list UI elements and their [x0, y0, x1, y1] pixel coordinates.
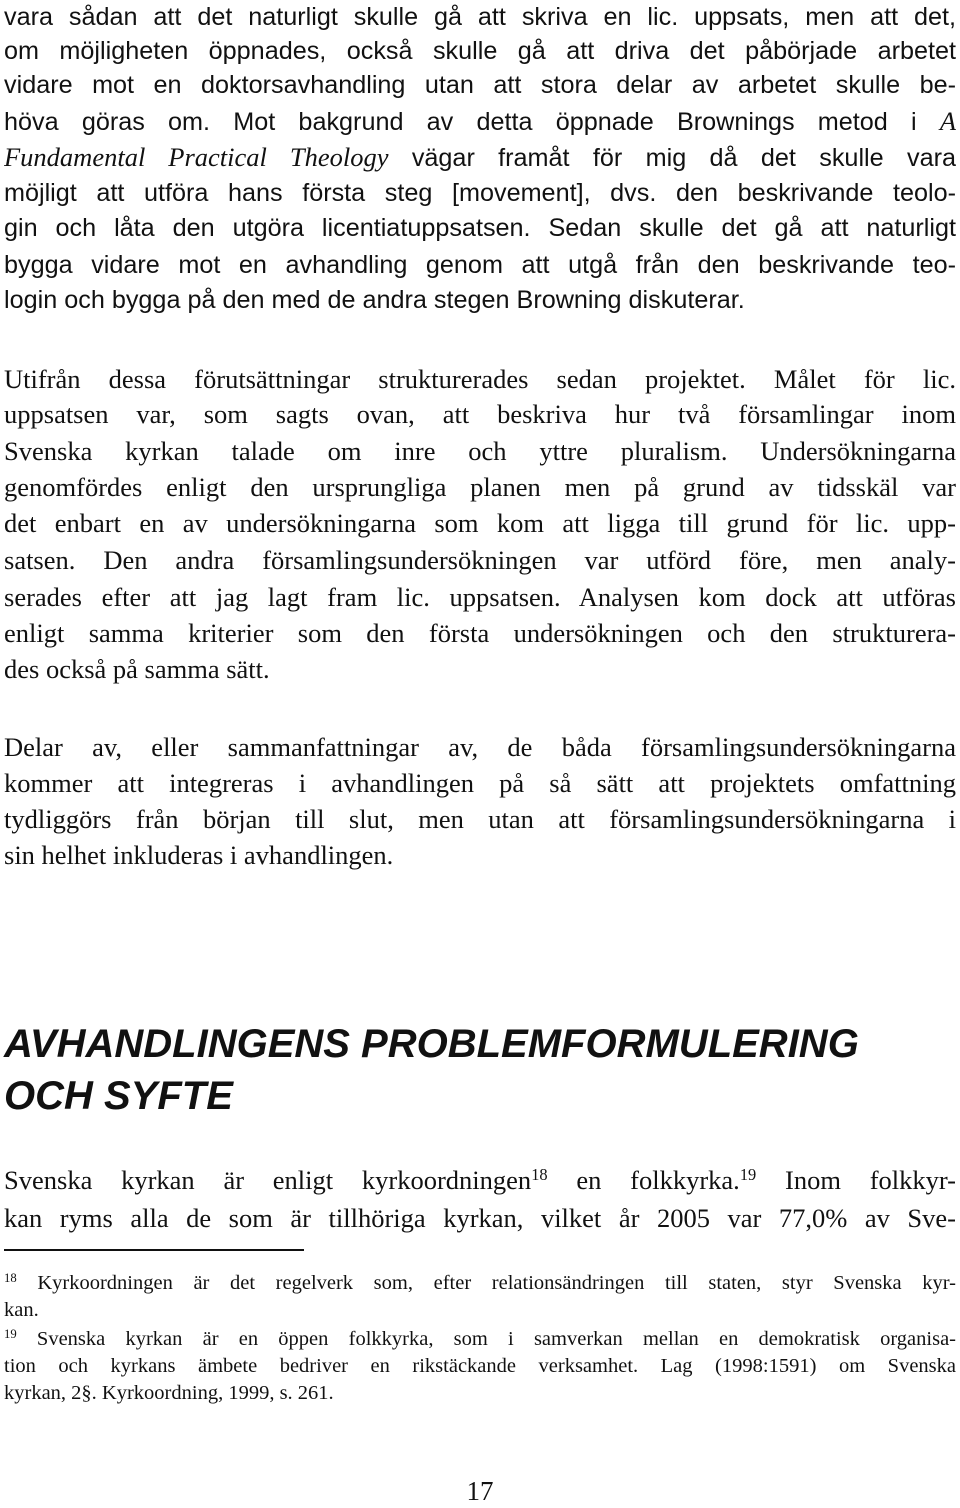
footnote-number: 18 — [4, 1271, 17, 1286]
footnote-separator — [4, 1249, 304, 1251]
footnote-ref[interactable]: 18 — [531, 1164, 548, 1184]
paragraph-line: login och bygga på den med de andra stegen Browning diskuterar. — [4, 286, 745, 314]
text-run: Inom folkkyr- — [756, 1165, 956, 1195]
text-run: Svenska kyrkan är enligt kyrkoordningen — [4, 1165, 532, 1195]
paragraph-line: enligt samma kriterier som den första undersökningen och den strukturera- — [4, 618, 956, 648]
paragraph-line: vidare mot en doktorsavhandling utan att stora delar av arbetet skulle be- — [4, 71, 956, 99]
paragraph-line: satsen. Den andra församlingsundersökningen var utförd före, men analy- — [4, 545, 956, 575]
text-run: vägar framåt för mig då det skulle vara — [388, 144, 956, 172]
paragraph-line: kan ryms alla de som är tillhöriga kyrkan, vilket år 2005 var 77,0% av Sve- — [4, 1203, 956, 1233]
paragraph-line — [4, 104, 956, 138]
paragraph-line — [4, 1163, 956, 1197]
paragraph-line: uppsatsen var, som sagts ovan, att beskriva hur två församlingar inom — [4, 399, 956, 429]
paragraph-line: tydliggörs från början till slut, men utan att församlingsundersökningarna i — [4, 804, 956, 834]
paragraph-line: det enbart en av undersökningarna som kom att ligga till grund för lic. upp- — [4, 508, 956, 538]
paragraph-line: genomfördes enligt den ursprungliga planen men på grund av tidsskäl var — [4, 472, 956, 502]
text-run: höva göras om. Mot bakgrund av detta öppnade Brownings metod i — [4, 108, 940, 136]
footnote-19 — [4, 1326, 956, 1353]
paragraph-line: sin helhet inkluderas i avhandlingen. — [4, 840, 394, 870]
paragraph-line: gin och låta den utgöra licentiatuppsatsen. Sedan skulle det gå att naturligt — [4, 214, 956, 242]
paragraph-line: kommer att integreras i avhandlingen på så sätt att projektets omfattning — [4, 768, 956, 798]
paragraph-line: des också på samma sätt. — [4, 654, 270, 684]
footnote-line: kyrkan, 2§. Kyrkoordning, 1999, s. 261. — [4, 1382, 334, 1404]
footnote-line: kan. — [4, 1299, 39, 1321]
footnote-number: 19 — [4, 1327, 17, 1342]
paragraph-line: vara sådan att det naturligt skulle gå att skriva en lic. uppsats, men att det, — [4, 3, 956, 31]
page-number: 17 — [466, 1476, 494, 1506]
paragraph-line: bygga vidare mot en avhandling genom att utgå från den beskrivande teo- — [4, 251, 956, 279]
footnote-text: Kyrkoordningen är det regelverk som, efter relationsändringen till staten, styr Svenska kyr- — [16, 1272, 956, 1294]
paragraph-line: Svenska kyrkan talade om inre och yttre pluralism. Undersökningarna — [4, 436, 956, 466]
book-title-italic: A — [939, 106, 956, 136]
paragraph-line: Delar av, eller sammanfattningar av, de båda församlingsundersökningarna — [4, 732, 956, 762]
text-run: en folkkyrka. — [547, 1165, 740, 1195]
section-heading: OCH SYFTE — [4, 1074, 233, 1118]
paragraph-line — [4, 140, 956, 174]
section-heading: AVHANDLINGENS PROBLEMFORMULERING — [4, 1022, 859, 1066]
book-title-italic: Fundamental Practical Theology — [4, 142, 389, 172]
footnote-ref[interactable]: 19 — [739, 1164, 757, 1184]
footnote-line: tion och kyrkans ämbete bedriver en rikstäckande verksamhet. Lag (1998:1591) om Svenska — [4, 1355, 956, 1377]
paragraph-line: Utifrån dessa förutsättningar strukturerades sedan projektet. Målet för lic. — [4, 364, 956, 394]
footnote-text: Svenska kyrkan är en öppen folkkyrka, som i samverkan mellan en demokratisk organisa- — [16, 1328, 956, 1350]
paragraph-line: serades efter att jag lagt fram lic. uppsatsen. Analysen kom dock att utföras — [4, 582, 956, 612]
paragraph-line: möjligt att utföra hans första steg [movement], dvs. den beskrivande teolo- — [4, 179, 956, 207]
paragraph-line: om möjligheten öppnades, också skulle gå att driva det påbörjade arbetet — [4, 37, 956, 65]
footnote-18 — [4, 1270, 956, 1297]
